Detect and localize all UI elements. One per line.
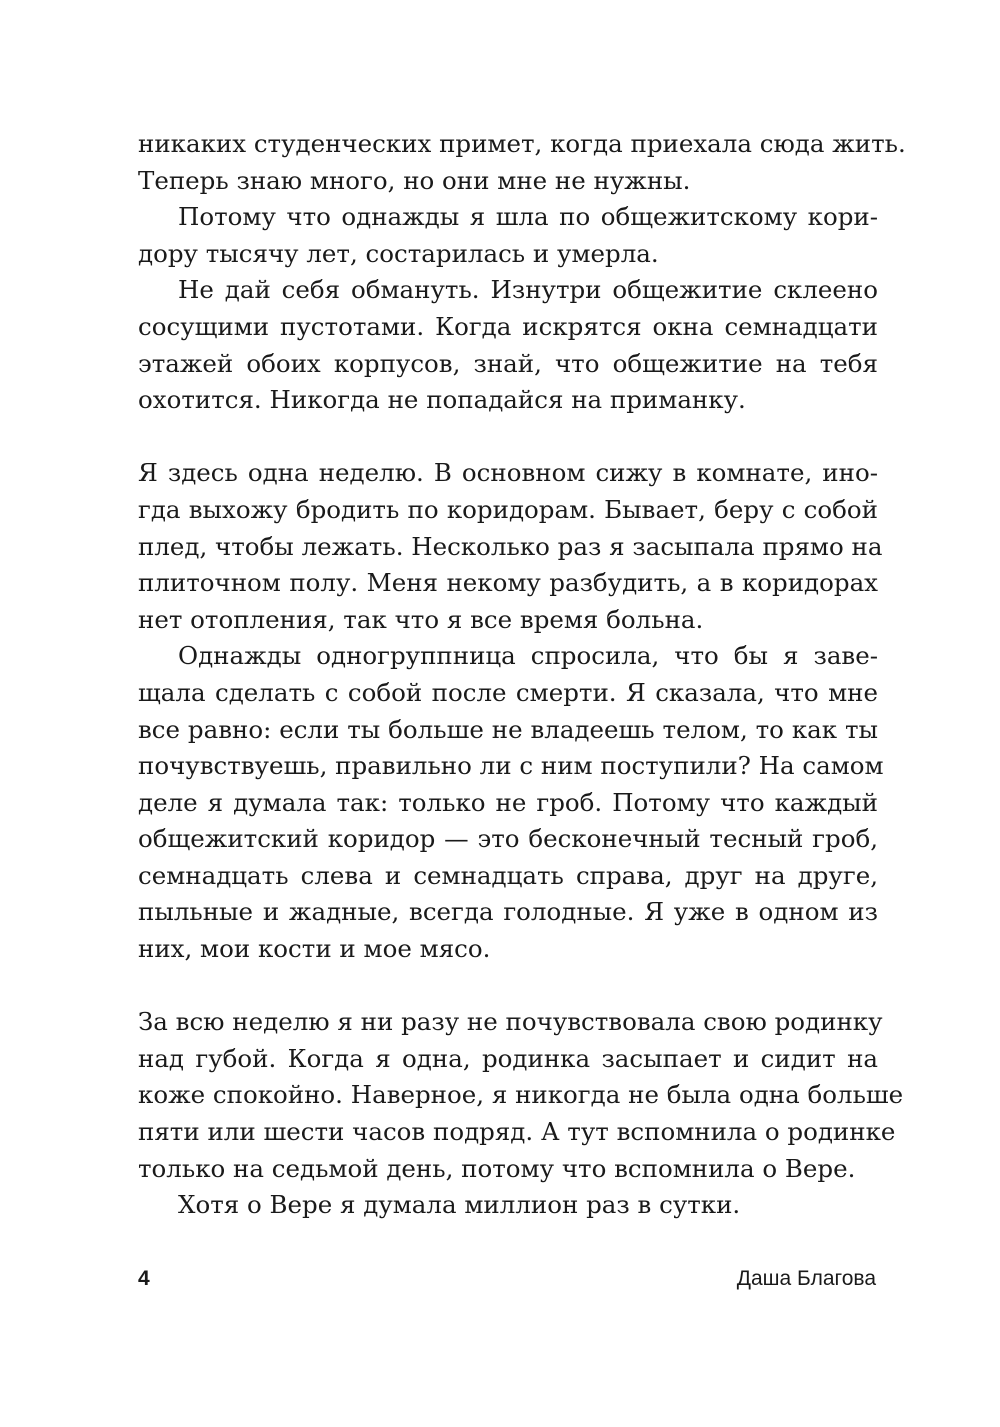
text-line: Потому что однажды я шла по общежитскому кори- <box>178 202 878 232</box>
running-footer-author: Даша Благова <box>736 1267 876 1290</box>
text-line: над губой. Когда я одна, родинка засыпает и сидит на <box>138 1043 878 1073</box>
text-line: нет отопления, так что я все время больна. <box>138 604 704 634</box>
book-page-text <box>138 126 906 1224</box>
text-line: Хотя о Вере я думала миллион раз в сутки. <box>178 1190 741 1220</box>
text-line: За всю неделю я ни разу не почувствовала свою родинку <box>138 1007 883 1037</box>
text-line: Теперь знаю много, но они мне не нужны. <box>138 165 691 195</box>
text-line: Я здесь одна неделю. В основном сижу в комнате, ино- <box>138 458 878 488</box>
text-line: коже спокойно. Наверное, я никогда не была одна больше <box>138 1080 904 1110</box>
text-line: плиточном полу. Меня некому разбудить, а в коридорах <box>138 568 878 598</box>
section-break <box>138 419 878 456</box>
text-line: почувствуешь, правильно ли с ним поступили? На самом <box>138 751 884 781</box>
text-line: них, мои кости и мое мясо. <box>138 934 491 964</box>
text-line: никаких студенческих примет, когда приехала сюда жить. <box>138 129 906 158</box>
text-line: пяти или шести часов подряд. А тут вспомнила о родинке <box>138 1117 896 1147</box>
page-number: 4 <box>138 1267 150 1290</box>
text-line: этажей обоих корпусов, знай, что общежитие на тебя <box>138 348 878 378</box>
text-line: Не дай себя обмануть. Изнутри общежитие склеено <box>178 275 878 305</box>
text-line: только на седьмой день, потому что вспомнила о Вере. <box>138 1153 856 1183</box>
text-line: охотится. Никогда не попадайся на приманку. <box>138 385 746 415</box>
text-line: общежитский коридор — это бесконечный тесный гроб, <box>138 824 878 854</box>
text-line: щала сделать с собой после смерти. Я сказала, что мне <box>138 677 878 707</box>
text-line: пыльные и жадные, всегда голодные. Я уже в одном из <box>138 897 878 927</box>
text-line: плед, чтобы лежать. Несколько раз я засыпала прямо на <box>138 531 883 561</box>
text-line: семнадцать слева и семнадцать справа, друг на друге, <box>138 860 878 890</box>
text-line: дору тысячу лет, состарилась и умерла. <box>138 238 659 268</box>
text-line: все равно: если ты больше не владеешь телом, то как ты <box>138 714 878 744</box>
text-line: Однажды одногруппница спросила, что бы я заве- <box>178 641 878 671</box>
text-line: гда выхожу бродить по коридорам. Бывает, беру с собой <box>138 494 878 524</box>
text-line: деле я думала так: только не гроб. Потому что каждый <box>138 787 878 817</box>
text-line: сосущими пустотами. Когда искрятся окна семнадцати <box>138 311 878 341</box>
section-break <box>138 968 878 1005</box>
